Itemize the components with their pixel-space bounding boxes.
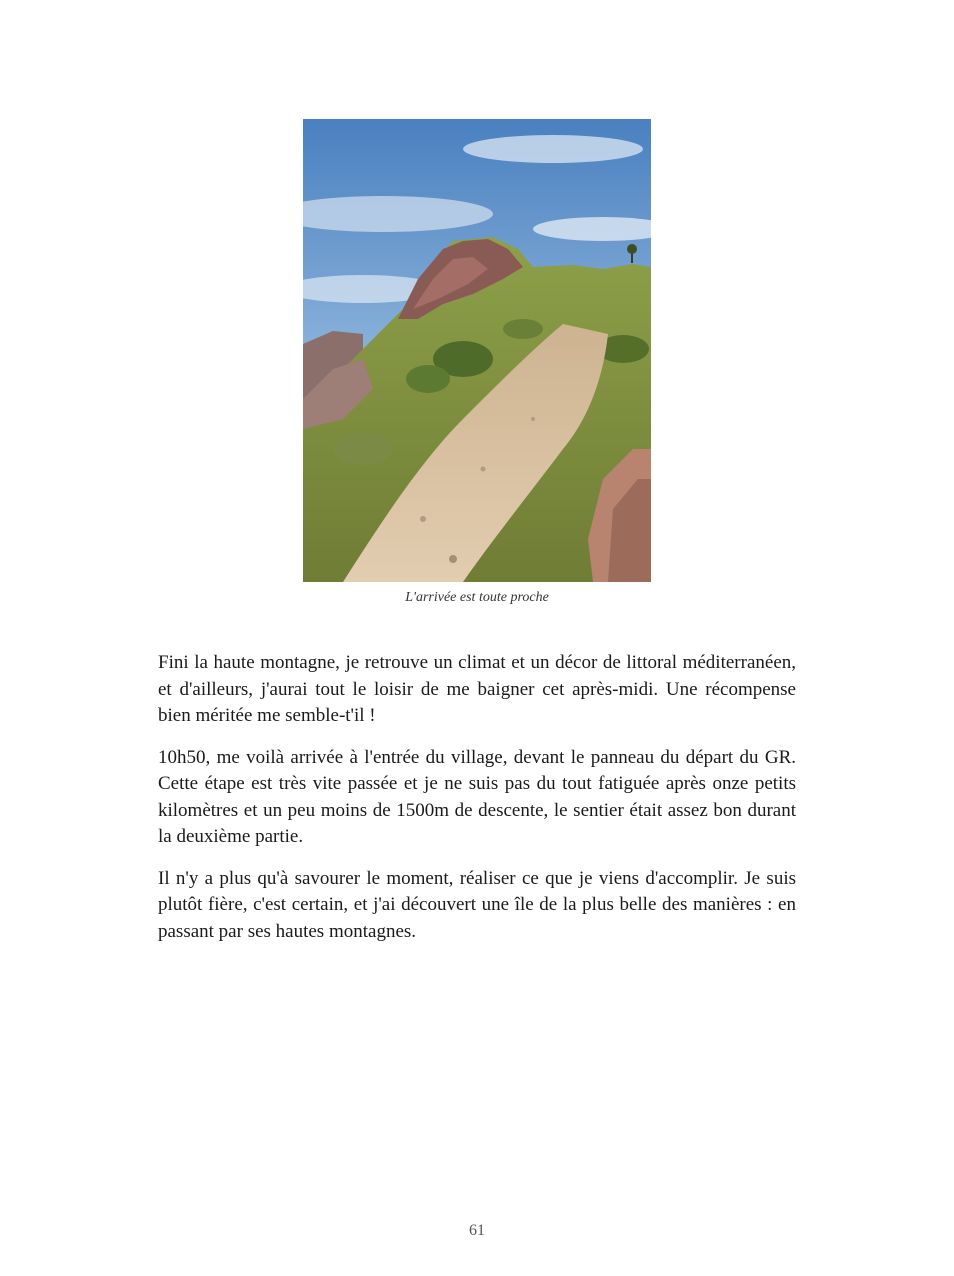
paragraph: Fini la haute montagne, je retrouve un climat et un décor de littoral méditerranéen, et d'ailleurs, j'aurai tout le loisir de me baigner cet après-midi. Une récompense bien méritée me semble-t'il !: [158, 652, 796, 726]
paragraph: 10h50, me voilà arrivée à l'entrée du village, devant le panneau du départ du GR. Cette étape est très vite passée et je ne suis pas du tout fatiguée après onze petits kilomètres et un peu moins de 1500m de descente, le sentier était assez bon durant la deuxième partie.: [158, 746, 796, 847]
trail-photo: [303, 119, 651, 582]
page-number: 61: [469, 1222, 485, 1239]
body-text: [158, 650, 796, 960]
figure-caption: L'arrivée est toute proche: [405, 590, 549, 605]
paragraph: Il n'y a plus qu'à savourer le moment, réaliser ce que je viens d'accomplir. Je suis plutôt fière, c'est certain, et j'ai découvert une île de la plus belle des manières : en passant par ses hautes montagnes.: [158, 867, 796, 942]
